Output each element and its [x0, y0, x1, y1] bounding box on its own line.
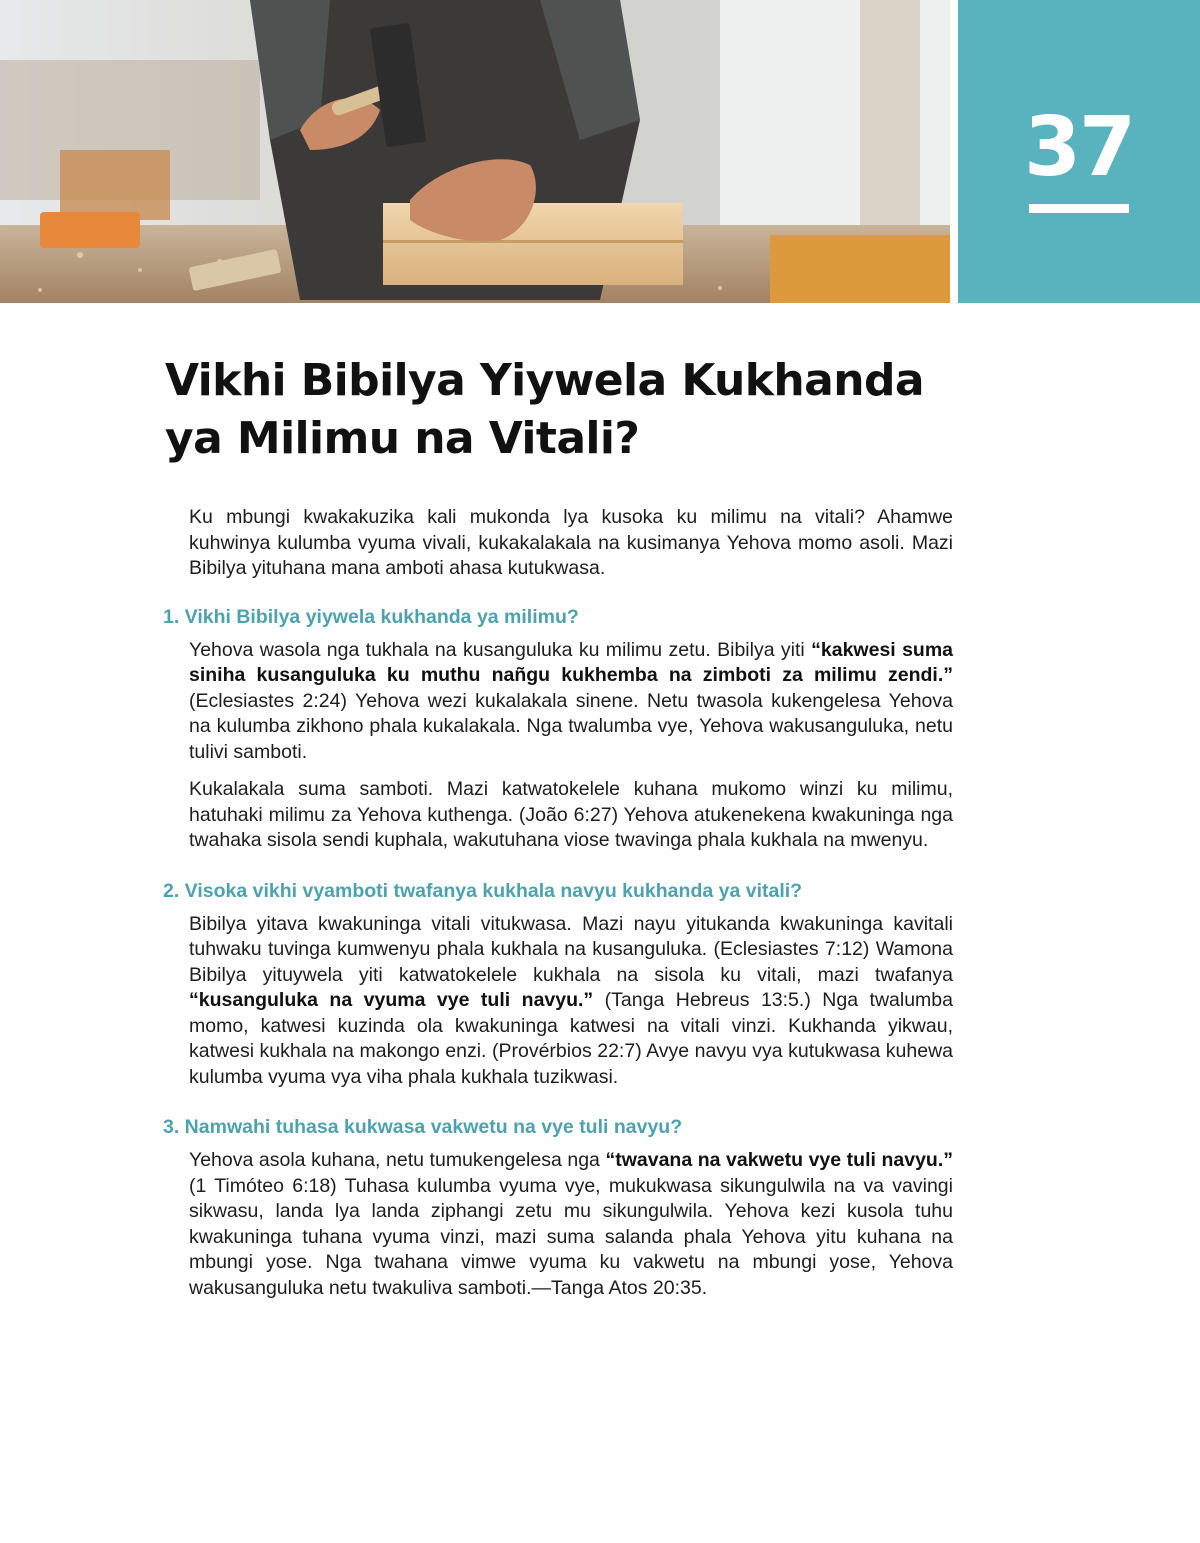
lesson-content: [163, 505, 953, 1313]
lesson-number-tab: [958, 0, 1200, 303]
section-2: [163, 878, 953, 1091]
paragraph-text: Bibilya yitava kwakuninga vitali vitukwasa. Mazi nayu yitukanda kwakuninga kavitali tuhwaku tuvinga kumwenyu phala kukhala na kusanguluka. (Eclesiastes 7:12) Wamona Bibilya yituywela yiti katwatokelele kukhala na sisola ku vitali, mazi twafanya: [189, 912, 953, 986]
lesson-number: 37: [1023, 100, 1135, 195]
carpenter-hammering-wood-photo: [0, 0, 950, 303]
section-paragraph: [189, 912, 953, 1091]
paragraph-text: (1 Timóteo 6:18) Tuhasa kulumba vyuma vye, mukukwasa sikungulwila na va vavingi sikwasu, landa lya landa ziphangi zetu mu sikungulwila. Yehova kezi kusola tuhu kwakuninga tuhana vyuma vinzi, mazi suma salanda phala Yehova yitu kuhana na mbungi yose. Nga twahana vimwe vyuma ku vakwetu na mbungi yose, Yehova wakusanguluka netu twakuliva samboti.—Tanga Atos 20:35.: [189, 1174, 953, 1299]
section-heading: 2. Visoka vikhi vyamboti twafanya kukhala navyu kukhanda ya vitali?: [163, 879, 803, 902]
paragraph-text: Yehova asola kuhana, netu tumukengelesa nga: [189, 1149, 606, 1171]
section-heading: 1. Vikhi Bibilya yiywela kukhanda ya milimu?: [163, 605, 579, 628]
paragraph-text: Yehova wasola nga tukhala na kusanguluka ku milimu zetu. Bibilya yiti: [189, 638, 812, 661]
paragraph-text: (Eclesiastes 2:24) Yehova wezi kukalakala sinene. Netu twasola kukengelesa Yehova na kulumba zikhono phala kukalakala. Nga twalumba vye, Yehova wakusanguluka, netu tulivi samboti.: [189, 689, 953, 763]
page-title-line-2: ya Milimu na Vitali?: [165, 413, 640, 464]
lesson-number-underline: [1029, 204, 1129, 213]
scripture-quote: “twavana na vakwetu vye tuli navyu.”: [605, 1149, 953, 1171]
section-paragraph: Kukalakala suma samboti. Mazi katwatokelele kuhana mukomo winzi ku milimu, hatuhaki milimu za Yehova kuthenga. (João 6:27) Yehova atukenekena kwakuninga nga twahaka sisola sendi kuphala, wakutuhana viose twavinga phala kukhala na mwenyu.: [189, 778, 953, 851]
page-title: [165, 352, 965, 468]
section-1: [163, 604, 953, 854]
header-photo: [0, 0, 950, 303]
scripture-quote: “kakwesi suma siniha kusanguluka ku muthu nañgu kukhemba na zimboti za milimu zendi.”: [189, 638, 954, 686]
intro-paragraph: Ku mbungi kwakakuzika kali mukonda lya kusoka ku milimu na vitali? Ahamwe kuhwinya kulumba vyuma vivali, kukakalakala na kusimanya Yehova momo asoli. Mazi Bibilya yituhana mana amboti ahasa kutukwasa.: [189, 506, 953, 579]
section-3: [163, 1114, 953, 1301]
section-paragraph: [189, 638, 953, 766]
paragraph-text: (Tanga Hebreus 13:5.) Nga twalumba momo, katwesi kuzinda ola kwakuninga katwesi na vitali vinzi. Kukhanda yikwau, katwesi kukhala na makongo enzi. (Provérbios 22:7) Avye navyu vya kutukwasa kuhewa kulumba vyuma vya viha phala kukhala tuzikwasi.: [189, 989, 953, 1088]
section-heading: 3. Namwahi tuhasa kukwasa vakwetu na vye tuli navyu?: [163, 1116, 683, 1138]
section-paragraph: [189, 1148, 953, 1301]
page-title-line-1: Vikhi Bibilya Yiywela Kukhanda: [165, 355, 924, 406]
scripture-quote: “kusanguluka na vyuma vye tuli navyu.”: [189, 989, 594, 1011]
